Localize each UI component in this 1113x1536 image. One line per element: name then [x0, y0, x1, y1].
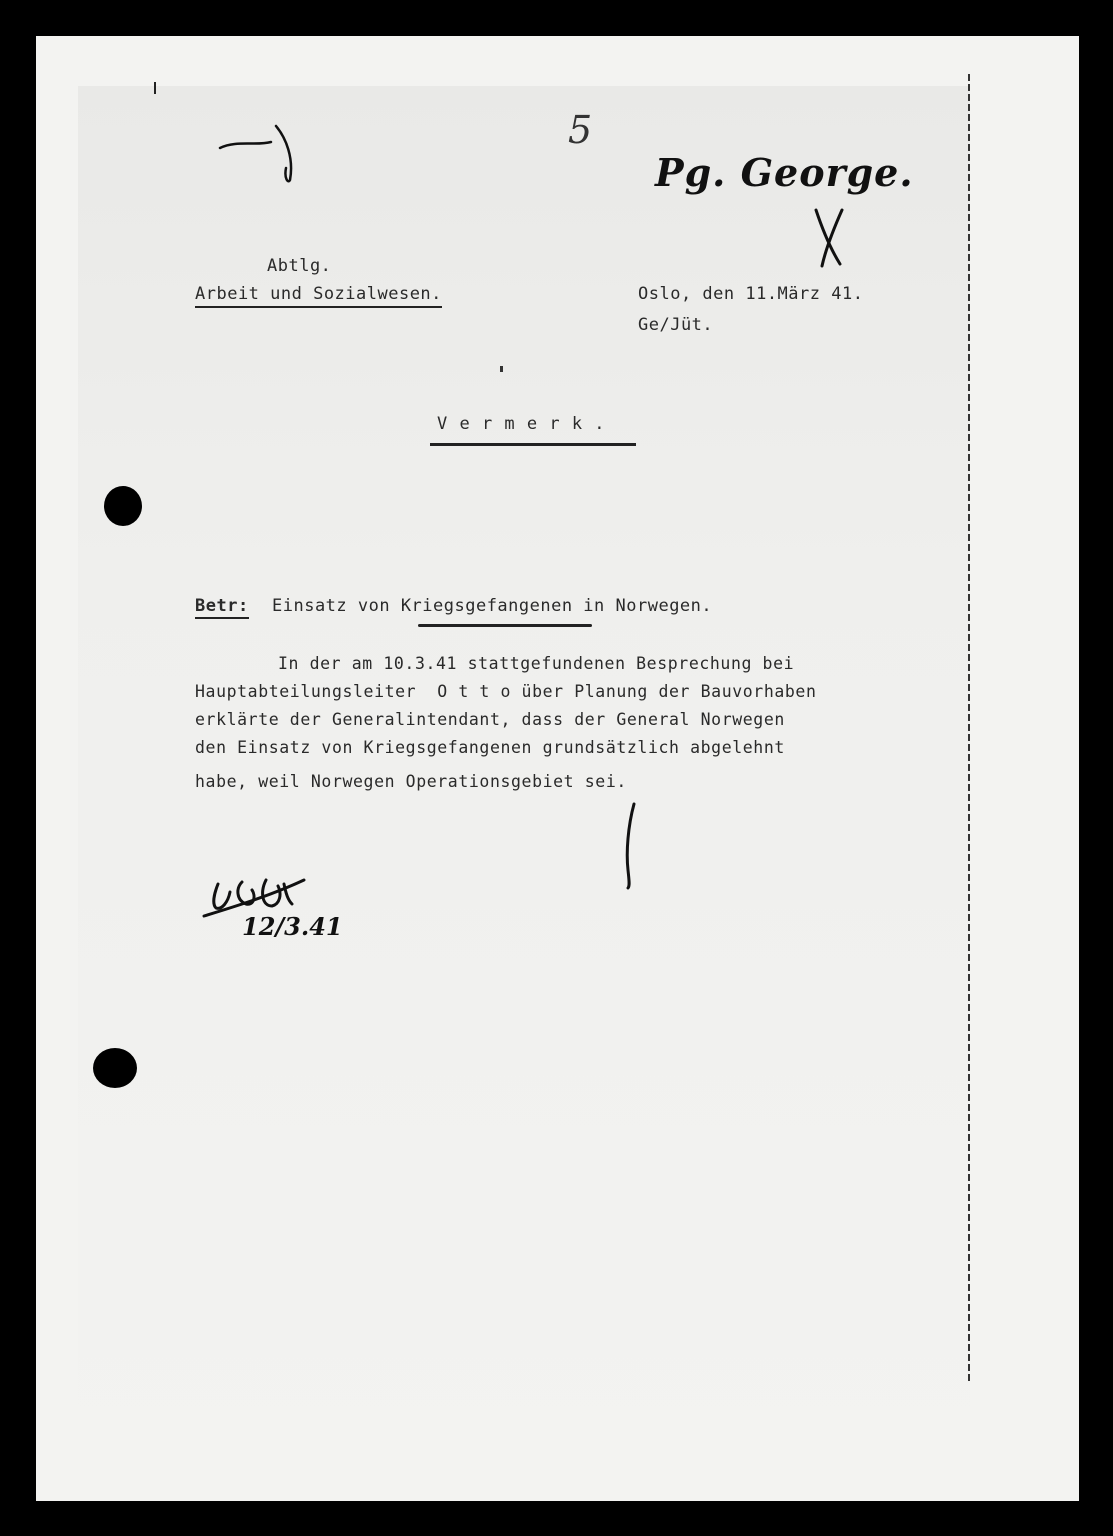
fold-line — [968, 74, 970, 1384]
document-title: V e r m e r k . — [437, 414, 606, 434]
department-abbreviation: Abtlg. — [267, 256, 332, 276]
handwritten-cross-mark — [808, 206, 848, 268]
handwritten-bracket-mark — [620, 800, 644, 892]
body-line-4: den Einsatz von Kriegsgefangenen grundsätzlich abgelehnt — [195, 738, 785, 757]
stray-mark — [500, 366, 503, 372]
subject-label: Betr: — [195, 596, 249, 619]
punch-hole-upper — [104, 486, 142, 526]
department-name: Arbeit und Sozialwesen. — [195, 284, 442, 308]
handwritten-recipient: Pg. George. — [655, 150, 914, 195]
margin-tick — [154, 82, 156, 94]
handwritten-date: 12/3.41 — [242, 912, 343, 941]
body-line-2: Hauptabteilungsleiter O t t o über Planung der Bauvorhaben — [195, 682, 817, 701]
body-line-5: habe, weil Norwegen Operationsgebiet sei. — [195, 772, 627, 791]
reference-code: Ge/Jüt. — [638, 315, 714, 335]
body-line-1: In der am 10.3.41 stattgefundenen Besprechung bei — [278, 654, 795, 673]
subject-underline — [418, 624, 592, 627]
subject-text: Einsatz von Kriegsgefangenen in Norwegen. — [272, 596, 713, 616]
title-underline — [430, 443, 636, 446]
body-line-3: erklärte der Generalintendant, dass der General Norwegen — [195, 710, 785, 729]
punch-hole-lower — [93, 1048, 137, 1088]
place-date: Oslo, den 11.März 41. — [638, 284, 864, 304]
handwritten-page-number: 5 — [568, 108, 593, 152]
handwritten-scribble — [216, 118, 306, 188]
